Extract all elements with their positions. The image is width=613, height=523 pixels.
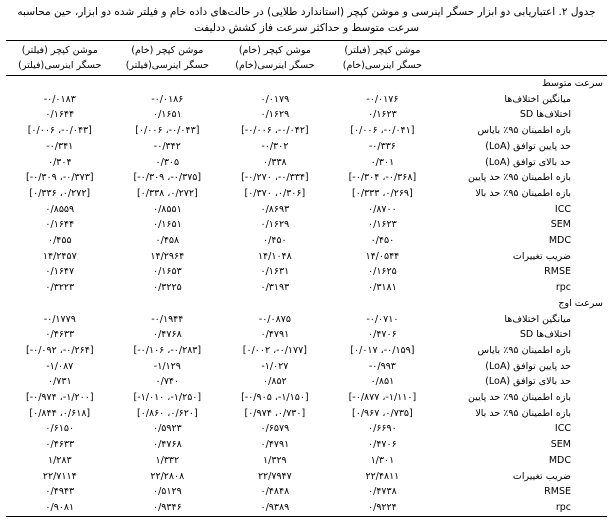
value-cell: [۰/۸۴۴ ،۰/۶۱۸] [29, 407, 91, 419]
table-row [6, 139, 607, 155]
value-cell: ۰/۴۷۶۸ [152, 329, 182, 341]
table-row [6, 202, 607, 218]
value-cell: -۰/۰۷۱۰ [366, 313, 399, 325]
value-cell: -۱/۰۸۷ [46, 360, 74, 372]
header-col-2-instrument: موشن کپچر (خام) [131, 45, 204, 56]
header-col-2 [114, 41, 222, 76]
row-label: بازه اطمینان ۹۵٪ حد بالا [475, 187, 571, 199]
table-row [6, 406, 607, 422]
table-row [6, 186, 607, 202]
value-cell: -۰/۰۱۸۶ [151, 93, 184, 105]
row-label: میانگین اختلاف‌ها [504, 313, 571, 325]
table-row [6, 421, 607, 437]
value-cell: ۰/۴۷۶۸ [152, 439, 182, 451]
row-label: ICC [554, 203, 571, 215]
row-label: میانگین اختلاف‌ها [504, 93, 571, 105]
value-cell: ۰/۱۶۲۳ [368, 109, 397, 121]
value-cell: ۰/۴۵۰ [370, 235, 395, 247]
section-row [6, 296, 607, 312]
header-col-0-sensor: حسگر اینرسی(خام) [342, 60, 422, 71]
value-cell: ۰/۳۰۵ [155, 156, 180, 168]
row-label: حد بالای توافق (LoA) [485, 376, 571, 388]
value-cell: [-۰/۱۰۶ ،-۰/۲۸۳] [133, 344, 202, 356]
table-row [6, 469, 607, 485]
row-label: اختلاف‌ها SD [519, 329, 571, 341]
value-cell: -۰/۳۰۲ [261, 140, 289, 152]
header-col-2-sensor: حسگر اینرسی(فیلتر) [125, 60, 209, 71]
section-title: سرعت اوج [558, 297, 603, 309]
table-row [6, 374, 607, 390]
value-cell: ۰/۳۱۸۱ [368, 282, 397, 294]
row-label: بازه اطمینان ۹۵٪ بایاس [477, 125, 571, 137]
table-row [6, 249, 607, 265]
value-cell: [۰/۳۳۳ ،۰/۲۶۹] [352, 187, 413, 199]
value-cell: ۰/۴۷۹۱ [260, 439, 290, 451]
value-cell: [-۰/۹۷۴ ،-۱/۲۰۰] [25, 392, 94, 404]
value-cell: ۰/۹۲۲۴ [329, 500, 437, 516]
table-row [6, 343, 607, 359]
value-cell: -۰/۳۴۱ [46, 140, 74, 152]
value-cell: ۰/۰۱۷۹ [260, 93, 290, 105]
row-label: rpc [436, 500, 607, 516]
table-row [6, 500, 607, 516]
table-row [6, 390, 607, 406]
value-cell: [۰/۸۶۰ ،۰/۶۲۰] [136, 407, 198, 419]
value-cell: [۰/۰۰۶ ،-۰/۰۴۱] [350, 125, 415, 137]
value-cell: -۰/۰۸۷۵ [258, 313, 291, 325]
value-cell: ۰/۳۱۹۳ [260, 282, 290, 294]
value-cell: [-۰/۰۰۶ ،-۰/۰۴۲] [241, 125, 309, 137]
value-cell: -۰/۰۱۷۶ [366, 93, 399, 105]
row-label: بازه اطمینان ۹۵٪ حد بالا [475, 407, 571, 419]
value-cell: [۰/۰۱۷ ،-۰/۱۵۹] [350, 344, 415, 356]
value-cell: ۰/۱۶۲۳ [368, 219, 397, 231]
row-label: SEM [550, 219, 571, 231]
value-cell: ۰/۴۵۸ [155, 235, 180, 247]
row-label: بازه اطمینان ۹۵٪ حد پایین [468, 172, 571, 184]
table-row [6, 233, 607, 249]
value-cell: ۰/۴۷۰۶ [368, 439, 397, 451]
row-label: ضریب تغییرات [512, 470, 571, 482]
value-cell: ۱۴/۰۵۴۴ [365, 250, 400, 262]
table-header [6, 41, 607, 76]
value-cell: -۰/۱۹۴۴ [151, 313, 184, 325]
value-cell: [۰/۰۰۲ ،-۰/۱۷۷] [242, 344, 307, 356]
value-cell: ۰/۶۵۷۹ [260, 423, 290, 435]
value-cell: [۰/۳۳۶ ،۰/۲۷۲] [29, 187, 91, 199]
value-cell: ۰/۴۸۴۸ [260, 486, 290, 498]
value-cell: ۰/۱۶۵۳ [152, 266, 182, 278]
value-cell: ۰/۸۵۵۱ [152, 203, 182, 215]
value-cell: ۰/۴۷۹۱ [260, 329, 290, 341]
header-col-3-instrument: موشن کپچر (فیلتر) [21, 45, 98, 56]
value-cell: ۲۲/۴۸۱۱ [365, 470, 400, 482]
table-row [6, 155, 607, 171]
value-cell: ۰/۱۶۴۷ [45, 266, 75, 278]
value-cell: ۰/۷۳۱ [47, 376, 72, 388]
table-row [6, 453, 607, 469]
value-cell: -۰/۰۱۸۳ [43, 93, 76, 105]
value-cell: [-۱/۰۱۰ ،-۱/۲۵۰] [133, 392, 202, 404]
value-cell: ۱/۳۰۱ [370, 454, 395, 466]
row-label: SEM [550, 439, 571, 451]
value-cell: ۰/۵۹۲۳ [152, 423, 182, 435]
table-body [6, 76, 607, 517]
header-col-3 [6, 41, 114, 76]
row-label: ICC [554, 423, 571, 435]
value-cell: ۰/۱۶۵۱ [152, 109, 182, 121]
row-label: بازه اطمینان ۹۵٪ حد پایین [468, 392, 571, 404]
value-cell: [۰/۳۳۸ ،۰/۲۷۲] [136, 187, 198, 199]
value-cell: ۰/۶۱۵۰ [45, 423, 75, 435]
value-cell: ۰/۳۲۲۵ [152, 282, 182, 294]
value-cell: ۰/۴۶۳۳ [45, 329, 75, 341]
table-row [6, 437, 607, 453]
value-cell: ۰/۸۵۱ [370, 376, 395, 388]
value-cell: ۰/۱۶۵۱ [152, 219, 182, 231]
table-caption: جدول ۲. اعتباریابی دو ابزار حسگر اینرسی و موشن کپچر (استاندارد طلایی) در حالت‌های داده خام و فیلتر شده دو ابزار، حین محاسبه سرعت متوسط و حداکثر سرعت فاز کشش ددلیفت [17, 6, 596, 34]
value-cell: ۱۴/۲۹۶۴ [150, 250, 185, 262]
value-cell: [-۰/۸۷۷ ،-۱/۱۱۰] [348, 392, 417, 404]
value-cell: ۰/۴۷۳۸ [368, 486, 397, 498]
reliability-table [6, 40, 607, 517]
value-cell: ۰/۳۰۴ [47, 156, 72, 168]
row-label: حد پایین توافق (LoA) [485, 360, 571, 372]
value-cell: [-۰/۳۰۹ ،-۰/۳۷۳] [25, 172, 94, 184]
value-cell: ۰/۶۶۹۰ [368, 423, 397, 435]
value-cell: -۰/۱۷۷۹ [43, 313, 76, 325]
value-cell: -۱/۱۲۹ [153, 360, 181, 372]
value-cell: [-۰/۹۰۵ ،-۱/۱۵۰] [241, 392, 309, 404]
table-row [6, 359, 607, 375]
value-cell: ۰/۸۶۹۳ [260, 203, 290, 215]
table-row [6, 312, 607, 328]
value-cell: ۲۲/۲۸۰۸ [150, 470, 185, 482]
value-cell: ۱/۳۳۲ [155, 454, 180, 466]
value-cell: ۰/۳۰۱ [370, 156, 395, 168]
value-cell: ۰/۳۳۸ [263, 156, 287, 168]
table-row [6, 484, 607, 500]
value-cell: ۰/۹۰۸۱ [6, 500, 114, 516]
value-cell: ۰/۱۶۲۹ [260, 219, 290, 231]
value-cell: [۰/۰۰۶ ،-۰/۰۴۳] [27, 125, 92, 137]
value-cell: ۰/۴۷۰۶ [368, 329, 397, 341]
table-row [6, 280, 607, 296]
value-cell: ۲۲/۷۱۱۴ [42, 470, 77, 482]
row-label: RMSE [544, 266, 571, 278]
value-cell: ۰/۹۳۸۹ [221, 500, 329, 516]
value-cell: ۰/۱۶۲۵ [368, 266, 397, 278]
value-cell: -۰/۹۹۳ [368, 360, 396, 372]
table-row [6, 123, 607, 139]
value-cell: ۱/۲۸۳ [47, 454, 72, 466]
value-cell: [-۰/۳۰۴ ،-۰/۳۶۸] [348, 172, 417, 184]
row-label: حد بالای توافق (LoA) [485, 156, 571, 168]
table-row [6, 327, 607, 343]
header-col-1-sensor: حسگر اینرسی(خام) [235, 60, 315, 71]
value-cell: -۰/۳۳۶ [368, 140, 396, 152]
value-cell: ۰/۴۵۰ [263, 235, 287, 247]
table-row [6, 107, 607, 123]
value-cell: ۰/۹۳۴۶ [114, 500, 222, 516]
value-cell: ۰/۸۷۰۰ [368, 203, 397, 215]
section-title: سرعت متوسط [541, 78, 603, 89]
table-row [6, 92, 607, 108]
section-row [6, 76, 607, 92]
row-label: rpc [555, 282, 571, 294]
value-cell: ۰/۷۴۰ [155, 376, 180, 388]
value-cell: [۰/۰۰۶ ،-۰/۰۴۳] [135, 125, 200, 137]
value-cell: ۲۲/۷۹۴۷ [257, 470, 292, 482]
value-cell: [۰/۳۷۰ ،۰/۳۰۶] [244, 187, 306, 199]
table-row [6, 170, 607, 186]
row-label: حد پایین توافق (LoA) [485, 140, 571, 152]
value-cell: ۰/۱۶۳۱ [260, 266, 290, 278]
value-cell: [-۰/۰۹۲ ،-۰/۲۶۴] [25, 344, 94, 356]
value-cell: ۰/۵۱۲۹ [152, 486, 182, 498]
header-col-1 [221, 41, 329, 76]
row-label: ضریب تغییرات [512, 250, 571, 262]
value-cell: -۰/۳۴۲ [153, 140, 181, 152]
row-label: RMSE [544, 486, 571, 498]
row-label: MDC [548, 454, 571, 466]
value-cell: ۰/۴۶۳۳ [45, 439, 75, 451]
value-cell: [۰/۹۶۷ ،۰/۷۳۵] [352, 407, 413, 419]
header-col-0-instrument: موشن کپچر (فیلتر) [344, 45, 421, 56]
value-cell: ۰/۱۶۴۴ [45, 219, 75, 231]
header-col-0 [329, 41, 437, 76]
row-label: MDC [548, 235, 571, 247]
value-cell: ۰/۱۶۴۴ [45, 109, 75, 121]
header-col-3-sensor: حسگر اینرسی(فیلتر) [18, 60, 102, 71]
value-cell: ۰/۸۵۵۹ [45, 203, 75, 215]
value-cell: ۰/۴۹۴۳ [45, 486, 75, 498]
value-cell: ۱۴/۱۰۴۸ [257, 250, 292, 262]
value-cell: [-۰/۲۷۰ ،-۰/۳۳۴] [241, 172, 309, 184]
header-col-1-instrument: موشن کپچر (خام) [238, 45, 311, 56]
value-cell: ۰/۸۵۲ [263, 376, 287, 388]
table-row [6, 217, 607, 233]
header-label-column [436, 41, 607, 76]
value-cell: [۰/۹۷۴ ،۰/۷۳۰] [244, 407, 306, 419]
header-row [6, 41, 607, 76]
value-cell: -۱/۰۲۷ [261, 360, 289, 372]
value-cell: ۰/۴۵۵ [47, 235, 72, 247]
value-cell: ۱/۳۲۹ [263, 454, 287, 466]
value-cell: [-۰/۳۰۹ ،-۰/۳۷۵] [133, 172, 202, 184]
value-cell: ۱۴/۲۴۵۷ [42, 250, 77, 262]
row-label: بازه اطمینان ۹۵٪ بایاس [477, 344, 571, 356]
table-row [6, 264, 607, 280]
row-label: اختلاف‌ها SD [519, 109, 571, 121]
value-cell: ۰/۳۲۲۳ [45, 282, 75, 294]
value-cell: ۰/۱۶۲۹ [260, 109, 290, 121]
